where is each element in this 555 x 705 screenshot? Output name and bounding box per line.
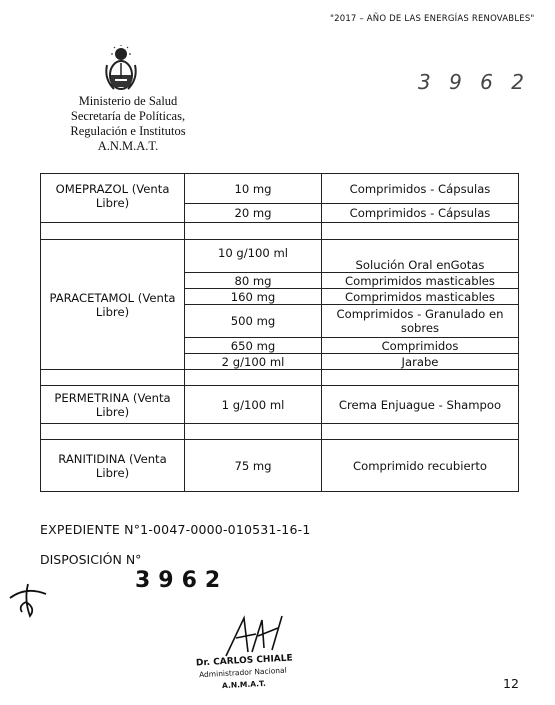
spacer-row: [41, 223, 519, 240]
handwritten-initials: [6, 580, 56, 620]
dose-cell: 80 mg: [185, 273, 322, 289]
ministry-line-2: Secretaría de Políticas,: [70, 109, 186, 123]
table-row: [41, 240, 519, 273]
dose-cell: 10 g/100 ml: [185, 240, 322, 273]
expediente-number: EXPEDIENTE N°1-0047-0000-010531-16-1: [40, 522, 311, 537]
drug-name-permetrina: PERMETRINA (Venta Libre): [41, 386, 185, 424]
form-cell: Comprimidos: [322, 338, 519, 354]
table-row: [41, 440, 519, 492]
disposicion-number: 3962: [135, 568, 229, 593]
table-row: [41, 386, 519, 424]
drug-name-ranitidina: RANITIDINA (Venta Libre): [41, 440, 185, 492]
form-cell: Solución Oral enGotas: [322, 240, 519, 273]
dose-cell: 2 g/100 ml: [185, 354, 322, 370]
coat-of-arms-icon: [104, 45, 138, 93]
medication-table: [40, 173, 519, 492]
ministry-line-4: A.N.M.A.T.: [97, 139, 159, 153]
form-cell: Comprimidos - Cápsulas: [322, 204, 519, 223]
form-cell: Comprimidos - Cápsulas: [322, 174, 519, 204]
ministry-line-1: Ministerio de Salud: [78, 94, 178, 108]
disposicion-label: DISPOSICIÓN N°: [40, 552, 142, 567]
dose-cell: 10 mg: [185, 174, 322, 204]
signer-title: Administrador Nacional: [198, 665, 287, 680]
form-cell: Comprimidos masticables: [322, 273, 519, 289]
signer-name: Dr. CARLOS CHIALE: [195, 653, 293, 669]
spacer-row: [41, 424, 519, 440]
form-cell: Jarabe: [322, 354, 519, 370]
dose-cell: 160 mg: [185, 289, 322, 305]
dose-cell: 75 mg: [185, 440, 322, 492]
ministry-header: [58, 94, 198, 154]
table-row: [41, 174, 519, 204]
dose-cell: 650 mg: [185, 338, 322, 354]
form-cell: Comprimidos - Granulado en sobres: [322, 305, 519, 338]
form-cell: Comprimidos masticables: [322, 289, 519, 305]
spacer-row: [41, 370, 519, 386]
signature: [222, 612, 292, 660]
drug-name-omeprazol: OMEPRAZOL (Venta Libre): [41, 174, 185, 223]
dose-cell: 500 mg: [185, 305, 322, 338]
ministry-line-3: Regulación e Institutos: [70, 124, 186, 138]
signer-org: A.N.M.A.T.: [221, 678, 267, 691]
form-cell: Comprimido recubierto: [322, 440, 519, 492]
stamped-number: 3 9 6 2: [418, 70, 530, 94]
form-cell: Crema Enjuague - Shampoo: [322, 386, 519, 424]
dose-cell: 1 g/100 ml: [185, 386, 322, 424]
year-slogan: "2017 – AÑO DE LAS ENERGÍAS RENOVABLES": [330, 14, 535, 24]
page-number: 12: [503, 676, 519, 691]
drug-name-paracetamol: PARACETAMOL (Venta Libre): [41, 240, 185, 370]
dose-cell: 20 mg: [185, 204, 322, 223]
